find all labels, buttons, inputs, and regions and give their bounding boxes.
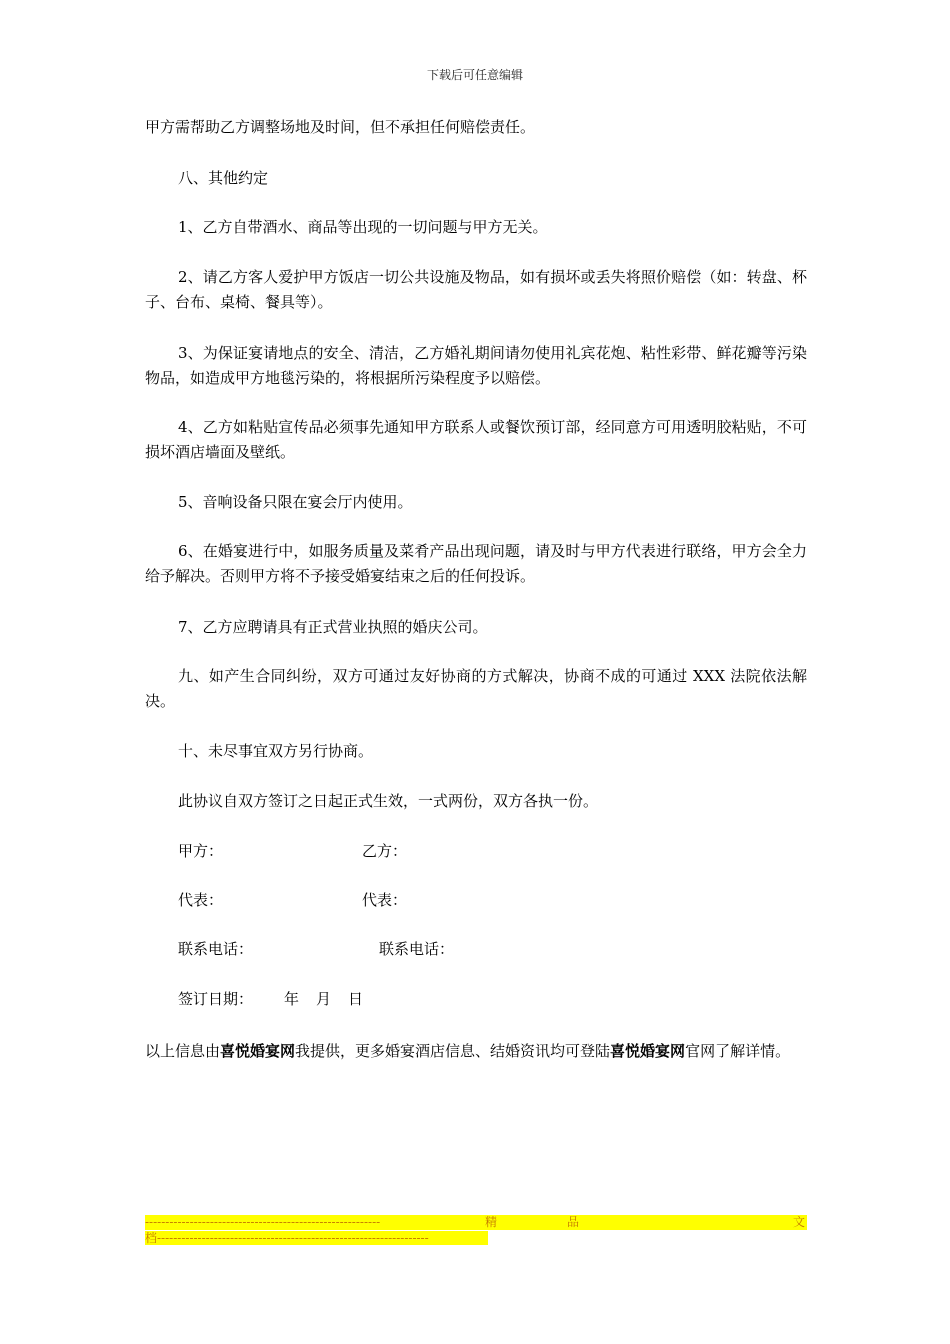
closing-text-3: 官网了解详情。 (685, 1042, 791, 1060)
footer-char-3: 文 (793, 1215, 806, 1229)
party-a-label: 甲方： (178, 842, 224, 860)
sign-date-day: 日 (348, 990, 364, 1008)
footer-char-2: 品 (567, 1215, 580, 1229)
sign-date-year: 年 (284, 990, 300, 1008)
footer-line-2: 档------------------------------------------------------------------- (145, 1231, 488, 1245)
section-heading-9: 九、如产生合同纠纷，双方可通过友好协商的方式解决，协商不成的可通过 XXX 法院依法解决。 (145, 667, 807, 710)
rep-a-label: 代表： (178, 891, 224, 909)
effective-clause: 此协议自双方签订之日起正式生效，一式两份，双方各执一份。 (178, 792, 599, 810)
paragraph-item-2: 2、请乙方客人爱护甲方饭店一切公共设施及物品，如有损坏或丢失将照价赔偿（如：转盘、杯子、台布、桌椅、餐具等）。 (145, 268, 807, 311)
phone-a-label: 联系电话： (178, 940, 254, 958)
footer-dashes-1: ---------------------------------------------------------- (145, 1215, 381, 1229)
paragraph-item-6: 6、在婚宴进行中，如服务质量及菜肴产品出现问题，请及时与甲方代表进行联络，甲方会全力给予解决。否则甲方将不予接受婚宴结束之后的任何投诉。 (145, 542, 807, 585)
closing-brand-1: 喜悦婚宴网 (220, 1042, 296, 1060)
paragraph-item-3: 3、为保证宴请地点的安全、清洁，乙方婚礼期间请勿使用礼宾花炮、粘性彩带、鲜花瓣等污染物品，如造成甲方地毯污染的，将根据所污染程度予以赔偿。 (145, 344, 807, 387)
paragraph-item-5: 5、音响设备只限在宴会厅内使用。 (178, 493, 413, 511)
sign-date-label: 签订日期： (178, 990, 254, 1008)
closing-brand-2: 喜悦婚宴网 (610, 1042, 686, 1060)
footer-char-1: 精 (485, 1215, 498, 1229)
closing-note (145, 1039, 807, 1064)
page-header: 下载后可任意编辑 (426, 68, 523, 82)
footer-line-1 (145, 1215, 807, 1230)
phone-b-label: 联系电话： (379, 940, 455, 958)
paragraph-0: 甲方需帮助乙方调整场地及时间，但不承担任何赔偿责任。 (145, 118, 536, 136)
sign-date-month: 月 (316, 990, 332, 1008)
party-b-label: 乙方： (362, 842, 408, 860)
paragraph-item-7: 7、乙方应聘请具有正式营业执照的婚庆公司。 (178, 618, 488, 636)
section-heading-8: 八、其他约定 (178, 169, 269, 187)
paragraph-item-1: 1、乙方自带酒水、商品等出现的一切问题与甲方无关。 (178, 218, 548, 236)
paragraph-item-4: 4、乙方如粘贴宣传品必须事先通知甲方联系人或餐饮预订部，经同意方可用透明胶粘贴，不可损坏酒店墙面及壁纸。 (145, 418, 807, 461)
closing-text-2: 我提供，更多婚宴酒店信息、结婚资讯均可登陆 (295, 1042, 611, 1060)
rep-b-label: 代表： (362, 891, 408, 909)
closing-text-1: 以上信息由 (145, 1042, 221, 1060)
section-heading-10: 十、未尽事宜双方另行协商。 (178, 742, 374, 760)
